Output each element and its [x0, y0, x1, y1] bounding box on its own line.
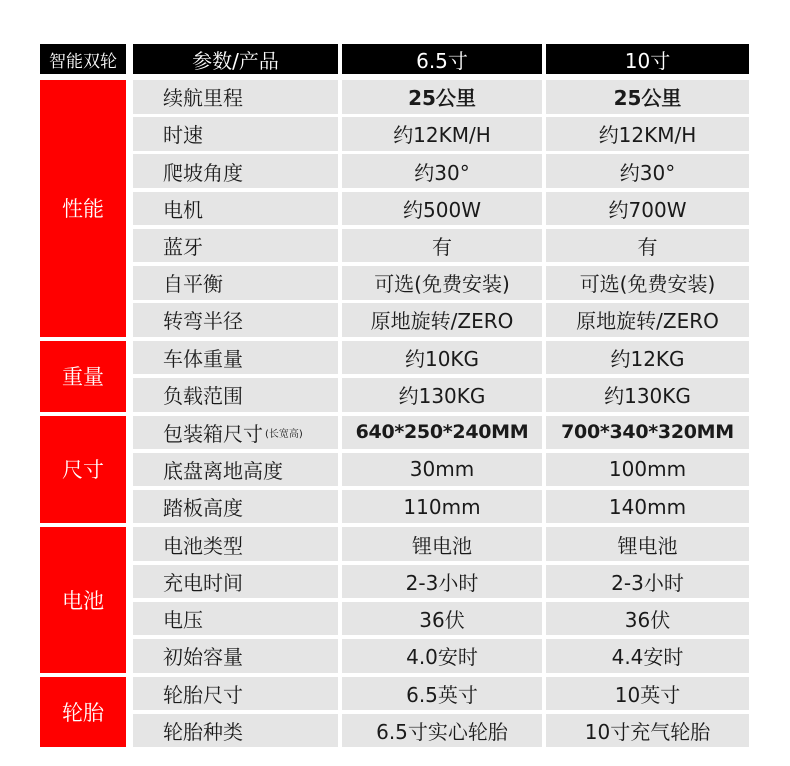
spec-group	[40, 677, 749, 748]
category-label: 轮胎	[40, 677, 126, 748]
param-name-cell	[133, 117, 338, 151]
param-name-cell	[133, 490, 338, 524]
model-a-value: 110mm	[342, 490, 542, 524]
model-a-value: 约500W	[342, 192, 542, 226]
model-a-value: 6.5寸实心轮胎	[342, 714, 542, 748]
param-note: (长宽高)	[265, 428, 303, 440]
param-name-cell	[133, 416, 338, 450]
spec-table	[40, 44, 749, 751]
category-label: 性能	[40, 80, 126, 337]
table-row	[133, 192, 749, 226]
model-a-value: 约12KM/H	[342, 117, 542, 151]
param-column-header: 参数/产品	[133, 44, 338, 74]
param-name: 自平衡	[163, 272, 223, 297]
table-row	[133, 639, 749, 673]
param-name-cell	[133, 602, 338, 636]
model-b-value: 25公里	[546, 80, 749, 114]
spec-group	[40, 416, 749, 524]
param-name-cell	[133, 565, 338, 599]
param-name: 爬坡角度	[163, 160, 243, 185]
model-a-value: 约10KG	[342, 341, 542, 375]
spec-group	[40, 80, 749, 337]
model-a-value: 6.5英寸	[342, 677, 542, 711]
group-rows	[133, 677, 749, 748]
model-b-value: 原地旋转/ZERO	[546, 303, 749, 337]
category-label: 电池	[40, 527, 126, 672]
param-name-cell	[133, 80, 338, 114]
table-row	[133, 266, 749, 300]
param-name-cell	[133, 714, 338, 748]
param-name: 电池类型	[163, 533, 243, 558]
table-row	[133, 677, 749, 711]
table-row	[133, 117, 749, 151]
model-b-value: 锂电池	[546, 527, 749, 561]
table-row	[133, 378, 749, 412]
model-b-value: 4.4安时	[546, 639, 749, 673]
param-name: 负载范围	[163, 384, 243, 409]
model-a-value: 36伏	[342, 602, 542, 636]
group-rows	[133, 416, 749, 524]
spec-group	[40, 341, 749, 412]
table-row	[133, 80, 749, 114]
model-a-value: 约30°	[342, 154, 542, 188]
model-b-value: 2-3小时	[546, 565, 749, 599]
param-name-cell	[133, 639, 338, 673]
spec-groups	[40, 80, 749, 747]
param-name: 时速	[163, 123, 203, 148]
param-name: 包装箱尺寸	[163, 421, 263, 446]
brand-label: 智能双轮	[40, 44, 126, 74]
model-a-value: 有	[342, 229, 542, 263]
table-row	[133, 527, 749, 561]
param-name-cell	[133, 192, 338, 226]
param-name: 电机	[163, 197, 203, 222]
table-row	[133, 453, 749, 487]
param-name-cell	[133, 303, 338, 337]
model-b-value: 约700W	[546, 192, 749, 226]
model-b-value: 约12KG	[546, 341, 749, 375]
model-b-value: 约12KM/H	[546, 117, 749, 151]
param-name: 蓝牙	[163, 235, 203, 260]
model-b-value: 可选(免费安装)	[546, 266, 749, 300]
table-row	[133, 565, 749, 599]
model-b-value: 36伏	[546, 602, 749, 636]
param-name-cell	[133, 378, 338, 412]
model-a-value: 锂电池	[342, 527, 542, 561]
table-row	[133, 602, 749, 636]
param-name-cell	[133, 229, 338, 263]
model-a-value: 可选(免费安装)	[342, 266, 542, 300]
param-name-cell	[133, 677, 338, 711]
table-row	[133, 303, 749, 337]
model-b-value: 有	[546, 229, 749, 263]
group-rows	[133, 80, 749, 337]
param-name: 转弯半径	[163, 309, 243, 334]
param-name-cell	[133, 266, 338, 300]
model-b-value: 约130KG	[546, 378, 749, 412]
model-b-value: 700*340*320MM	[546, 416, 749, 450]
category-label: 重量	[40, 341, 126, 412]
spec-group	[40, 527, 749, 672]
model-b-value: 约30°	[546, 154, 749, 188]
model-a-value: 640*250*240MM	[342, 416, 542, 450]
group-rows	[133, 527, 749, 672]
param-name: 车体重量	[163, 347, 243, 372]
param-name: 初始容量	[163, 645, 243, 670]
model-a-value: 2-3小时	[342, 565, 542, 599]
table-header	[40, 44, 749, 74]
group-rows	[133, 341, 749, 412]
param-name: 轮胎尺寸	[163, 682, 243, 707]
model-a-column-header: 6.5寸	[342, 44, 542, 74]
param-name-cell	[133, 154, 338, 188]
table-row	[133, 154, 749, 188]
param-name: 轮胎种类	[163, 720, 243, 745]
model-a-value: 4.0安时	[342, 639, 542, 673]
model-a-value: 30mm	[342, 453, 542, 487]
model-b-value: 140mm	[546, 490, 749, 524]
category-label: 尺寸	[40, 416, 126, 524]
param-name: 踏板高度	[163, 496, 243, 521]
param-name: 电压	[163, 608, 203, 633]
table-row	[133, 714, 749, 748]
param-name: 充电时间	[163, 570, 243, 595]
model-b-column-header: 10寸	[546, 44, 749, 74]
param-name: 底盘离地高度	[163, 458, 283, 483]
table-row	[133, 416, 749, 450]
model-b-value: 10寸充气轮胎	[546, 714, 749, 748]
param-name-cell	[133, 453, 338, 487]
model-b-value: 10英寸	[546, 677, 749, 711]
model-b-value: 100mm	[546, 453, 749, 487]
param-name-cell	[133, 527, 338, 561]
table-row	[133, 229, 749, 263]
table-row	[133, 490, 749, 524]
model-a-value: 25公里	[342, 80, 542, 114]
table-row	[133, 341, 749, 375]
model-a-value: 原地旋转/ZERO	[342, 303, 542, 337]
model-a-value: 约130KG	[342, 378, 542, 412]
param-name: 续航里程	[163, 86, 243, 111]
param-name-cell	[133, 341, 338, 375]
